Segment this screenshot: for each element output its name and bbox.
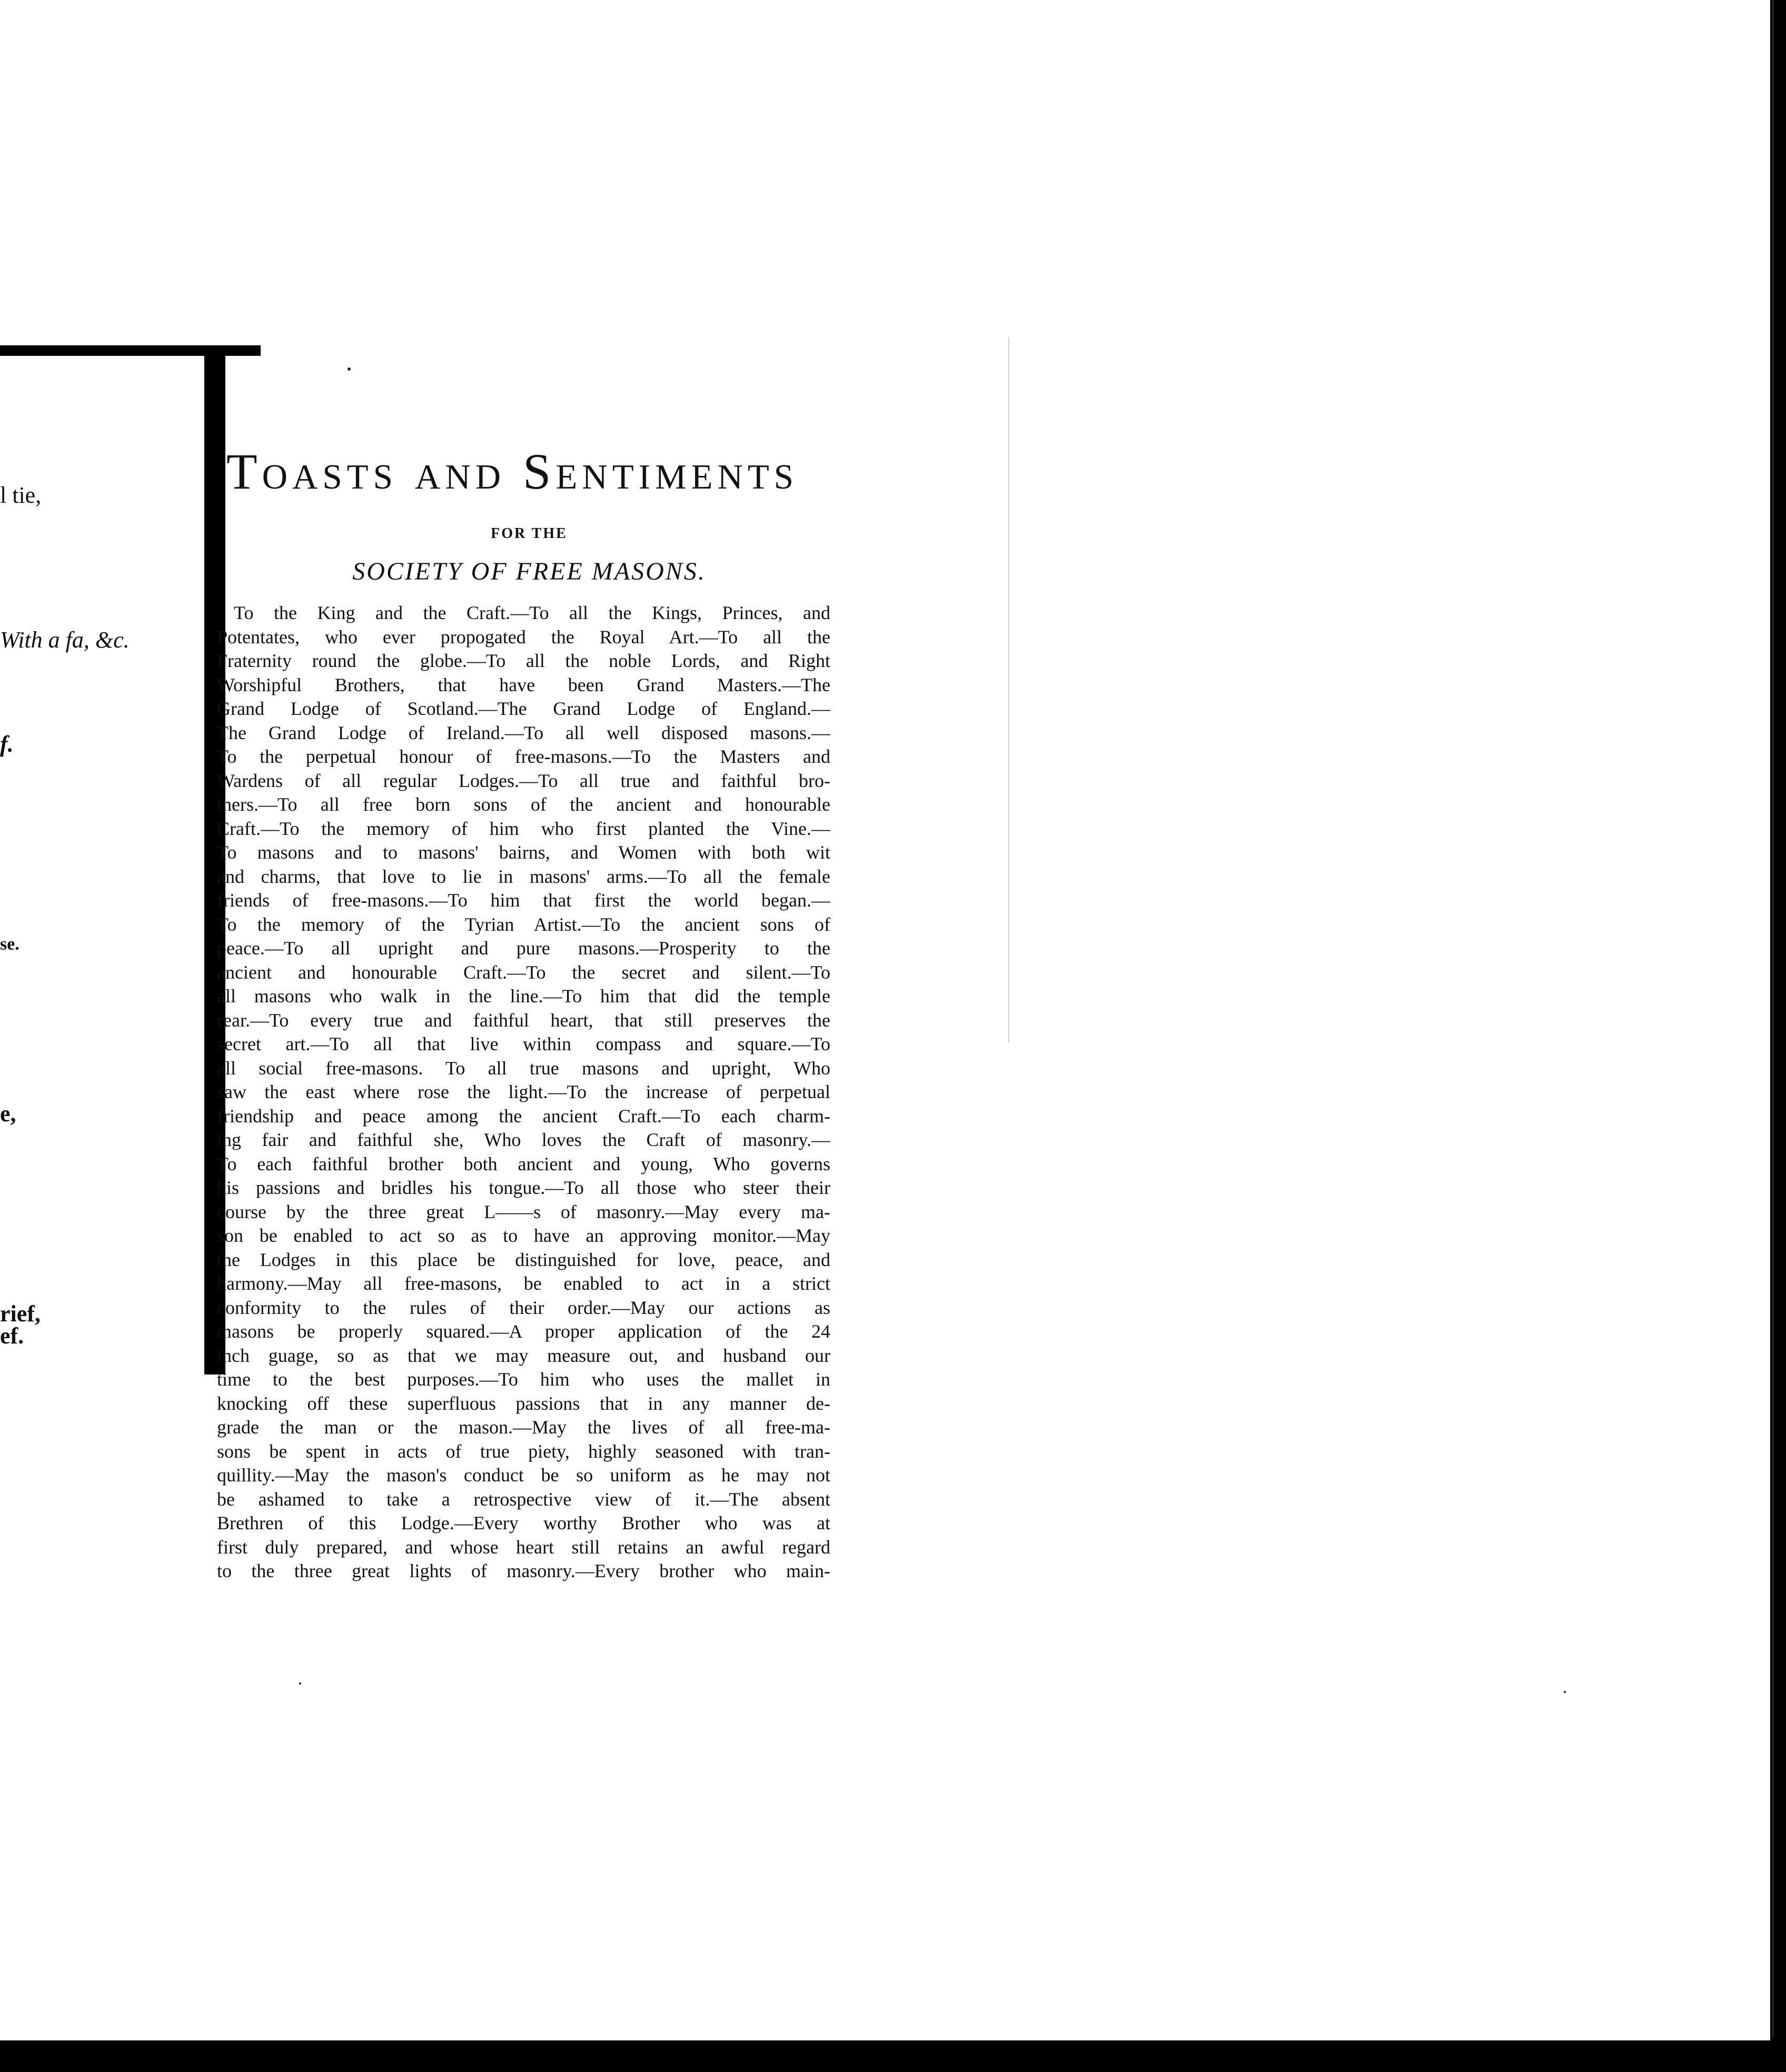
body-line: To each faithful brother both ancient and young, Who governs <box>217 1153 830 1174</box>
left-fragment-1: l tie, <box>0 482 42 508</box>
body-line: To masons and to masons' bairns, and Women with both wit <box>217 842 830 863</box>
left-fragment-5: e, <box>0 1101 16 1127</box>
body-line: Fraternity round the globe.—To all the noble Lords, and Right <box>217 650 830 671</box>
body-line: Craft.—To the memory of him who first planted the Vine.— <box>217 818 830 839</box>
subtitle-for-the: FOR THE <box>491 525 568 542</box>
body-line: conformity to the rules of their order.—May our actions as <box>217 1297 830 1318</box>
body-line: To the perpetual honour of free-masons.—To the Masters and <box>217 746 830 767</box>
body-line: saw the east where rose the light.—To the increase of perpetual <box>217 1081 830 1102</box>
body-line: grade the man or the mason.—May the lives of all free-ma- <box>217 1417 830 1438</box>
body-line: ancient and honourable Craft.—To the secret and silent.—To <box>217 961 830 983</box>
body-line: his passions and bridles his tongue.—To all those who steer their <box>217 1177 830 1198</box>
left-fragment-7: ef. <box>0 1323 24 1349</box>
left-fragment-6: rief, <box>0 1301 41 1327</box>
body-paragraph <box>217 601 830 1583</box>
body-line: harmony.—May all free-masons, be enabled to act in a strict <box>217 1273 830 1294</box>
page-title: Toasts and Sentiments <box>226 443 799 500</box>
body-line: masons be properly squared.—A proper application of the 24 <box>217 1321 830 1342</box>
body-line: sons be spent in acts of true piety, highly seasoned with tran- <box>217 1440 830 1462</box>
body-line: inch guage, so as that we may measure out, and husband our <box>217 1344 830 1366</box>
body-line: and charms, that love to lie in masons' arms.—To all the female <box>217 865 830 887</box>
body-line: be ashamed to take a retrospective view of it.—The absent <box>217 1488 830 1510</box>
body-line: Grand Lodge of Scotland.—The Grand Lodge of England.— <box>217 698 830 719</box>
page-edge-line <box>1772 0 1774 2037</box>
body-line: Wardens of all regular Lodges.—To all true and faithful bro- <box>217 770 830 791</box>
print-speck <box>348 367 351 371</box>
body-line: rear.—To every true and faithful heart, that still preserves the <box>217 1009 830 1031</box>
body-line: knocking off these superfluous passions that in any manner de- <box>217 1392 830 1414</box>
body-line: time to the best purposes.—To him who uses the mallet in <box>217 1369 830 1390</box>
body-line: Potentates, who ever propogated the Royal Art.—To all the <box>217 626 830 647</box>
body-line: the Lodges in this place be distinguished for love, peace, and <box>217 1249 830 1270</box>
body-line: ing fair and faithful she, Who loves the Craft of masonry.— <box>217 1129 830 1150</box>
body-line: To the King and the Craft.—To all the Kings, Princes, and <box>234 602 830 623</box>
subtitle-society: SOCIETY OF FREE MASONS. <box>352 557 706 585</box>
body-line: course by the three great L——s of masonry.—May every ma- <box>217 1201 830 1222</box>
left-fragment-2: With a fa, &c. <box>0 627 130 653</box>
body-line: to the three great lights of masonry.—Every brother who main- <box>217 1560 830 1581</box>
body-line: quillity.—May the mason's conduct be so uniform as he may not <box>217 1465 830 1486</box>
body-line: To the memory of the Tyrian Artist.—To the ancient sons of <box>217 913 830 935</box>
print-speck <box>299 1682 301 1685</box>
body-line: thers.—To all free born sons of the ancient and honourable <box>217 794 830 815</box>
left-fragment-4: se. <box>0 934 19 954</box>
body-line: first duly prepared, and whose heart still retains an awful regard <box>217 1536 830 1558</box>
page-fold-line <box>1008 337 1009 1042</box>
left-fragment-3: f. <box>0 731 14 757</box>
body-line: friendship and peace among the ancient Craft.—To each charm- <box>217 1105 830 1127</box>
body-line: all social free-masons. To all true masons and upright, Who <box>217 1057 830 1079</box>
body-line: all masons who walk in the line.—To him that did the temple <box>217 985 830 1007</box>
body-line: secret art.—To all that live within compass and square.—To <box>217 1033 830 1054</box>
body-line: Brethren of this Lodge.—Every worthy Brother who was at <box>217 1512 830 1533</box>
body-line: The Grand Lodge of Ireland.—To all well disposed masons.— <box>217 722 830 743</box>
body-line: son be enabled to act so as to have an approving monitor.—May <box>217 1225 830 1246</box>
print-speck <box>1564 1691 1566 1693</box>
gutter-top-rule <box>0 345 261 356</box>
body-line: Worshipful Brothers, that have been Grand Masters.—The <box>217 674 830 695</box>
body-line: friends of free-masons.—To him that first the world began.— <box>217 890 830 911</box>
scan-border-bottom <box>0 2040 1786 2072</box>
body-line: peace.—To all upright and pure masons.—Prosperity to the <box>217 938 830 959</box>
